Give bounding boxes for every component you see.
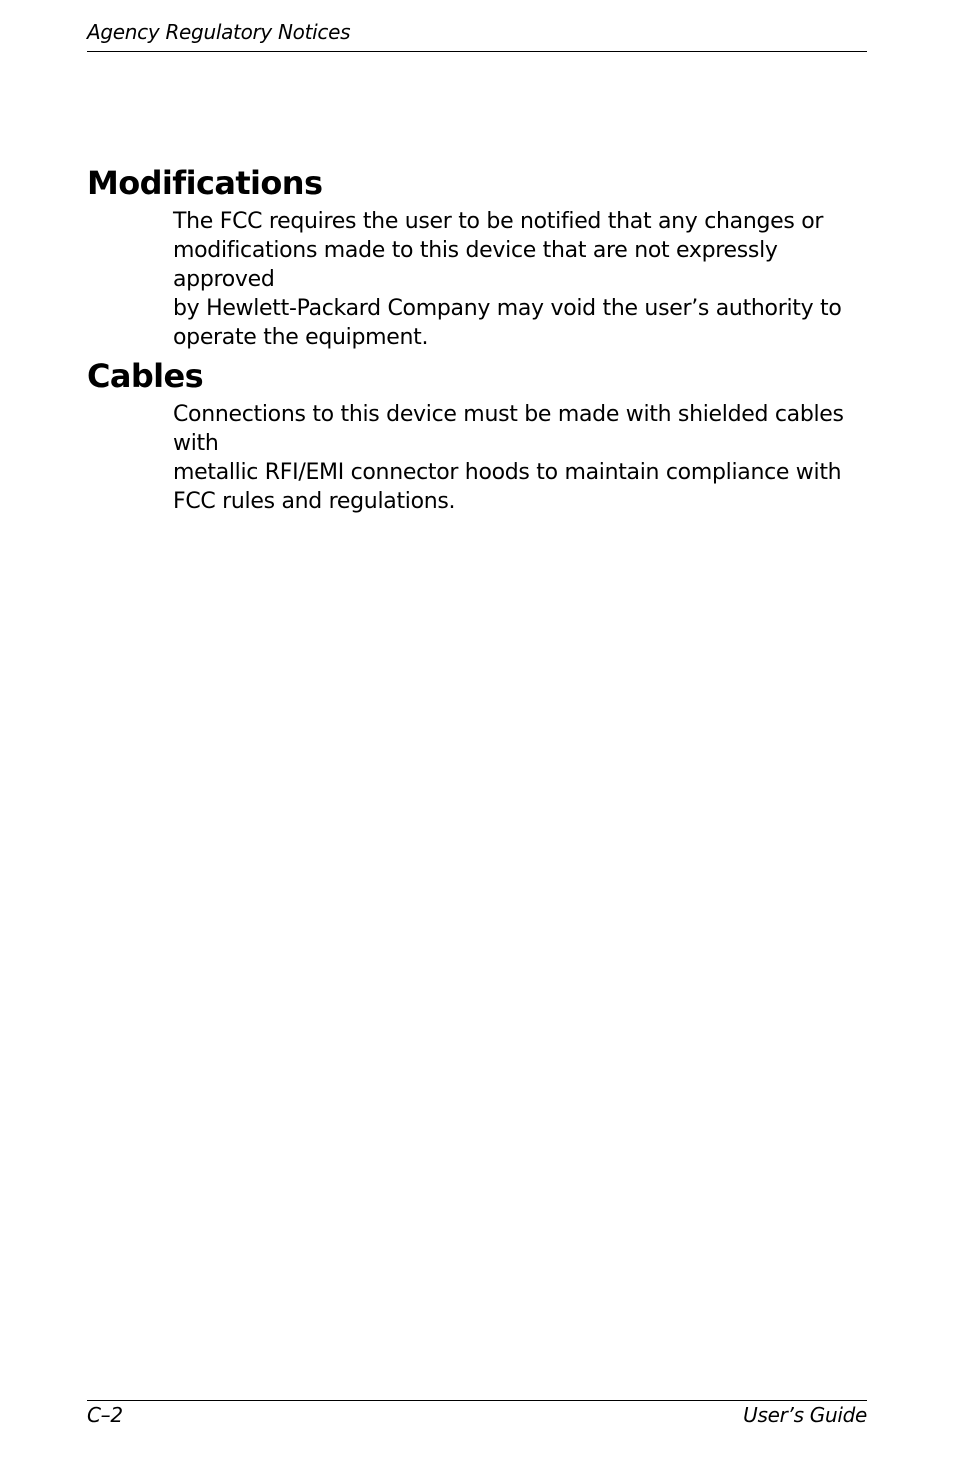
page-number: C–2 [87, 1403, 123, 1427]
section-cables [87, 356, 867, 516]
section-body: Connections to this device must be made with shielded cables with metallic RFI/EMI connector hoods to maintain compliance with FCC rules and regulations. [173, 402, 844, 514]
section-heading: Cables [87, 357, 204, 395]
section-body: The FCC requires the user to be notified that any changes or modifications made to this device that are not expressly approved by Hewlett-Packard Company may void the user’s authority to operate the equipment. [173, 209, 842, 350]
running-header-title: Agency Regulatory Notices [87, 20, 351, 44]
running-header [87, 18, 867, 52]
section-modifications [87, 163, 867, 352]
guide-title: User’s Guide [743, 1403, 867, 1427]
running-footer [87, 1400, 867, 1441]
section-heading: Modifications [87, 164, 323, 202]
